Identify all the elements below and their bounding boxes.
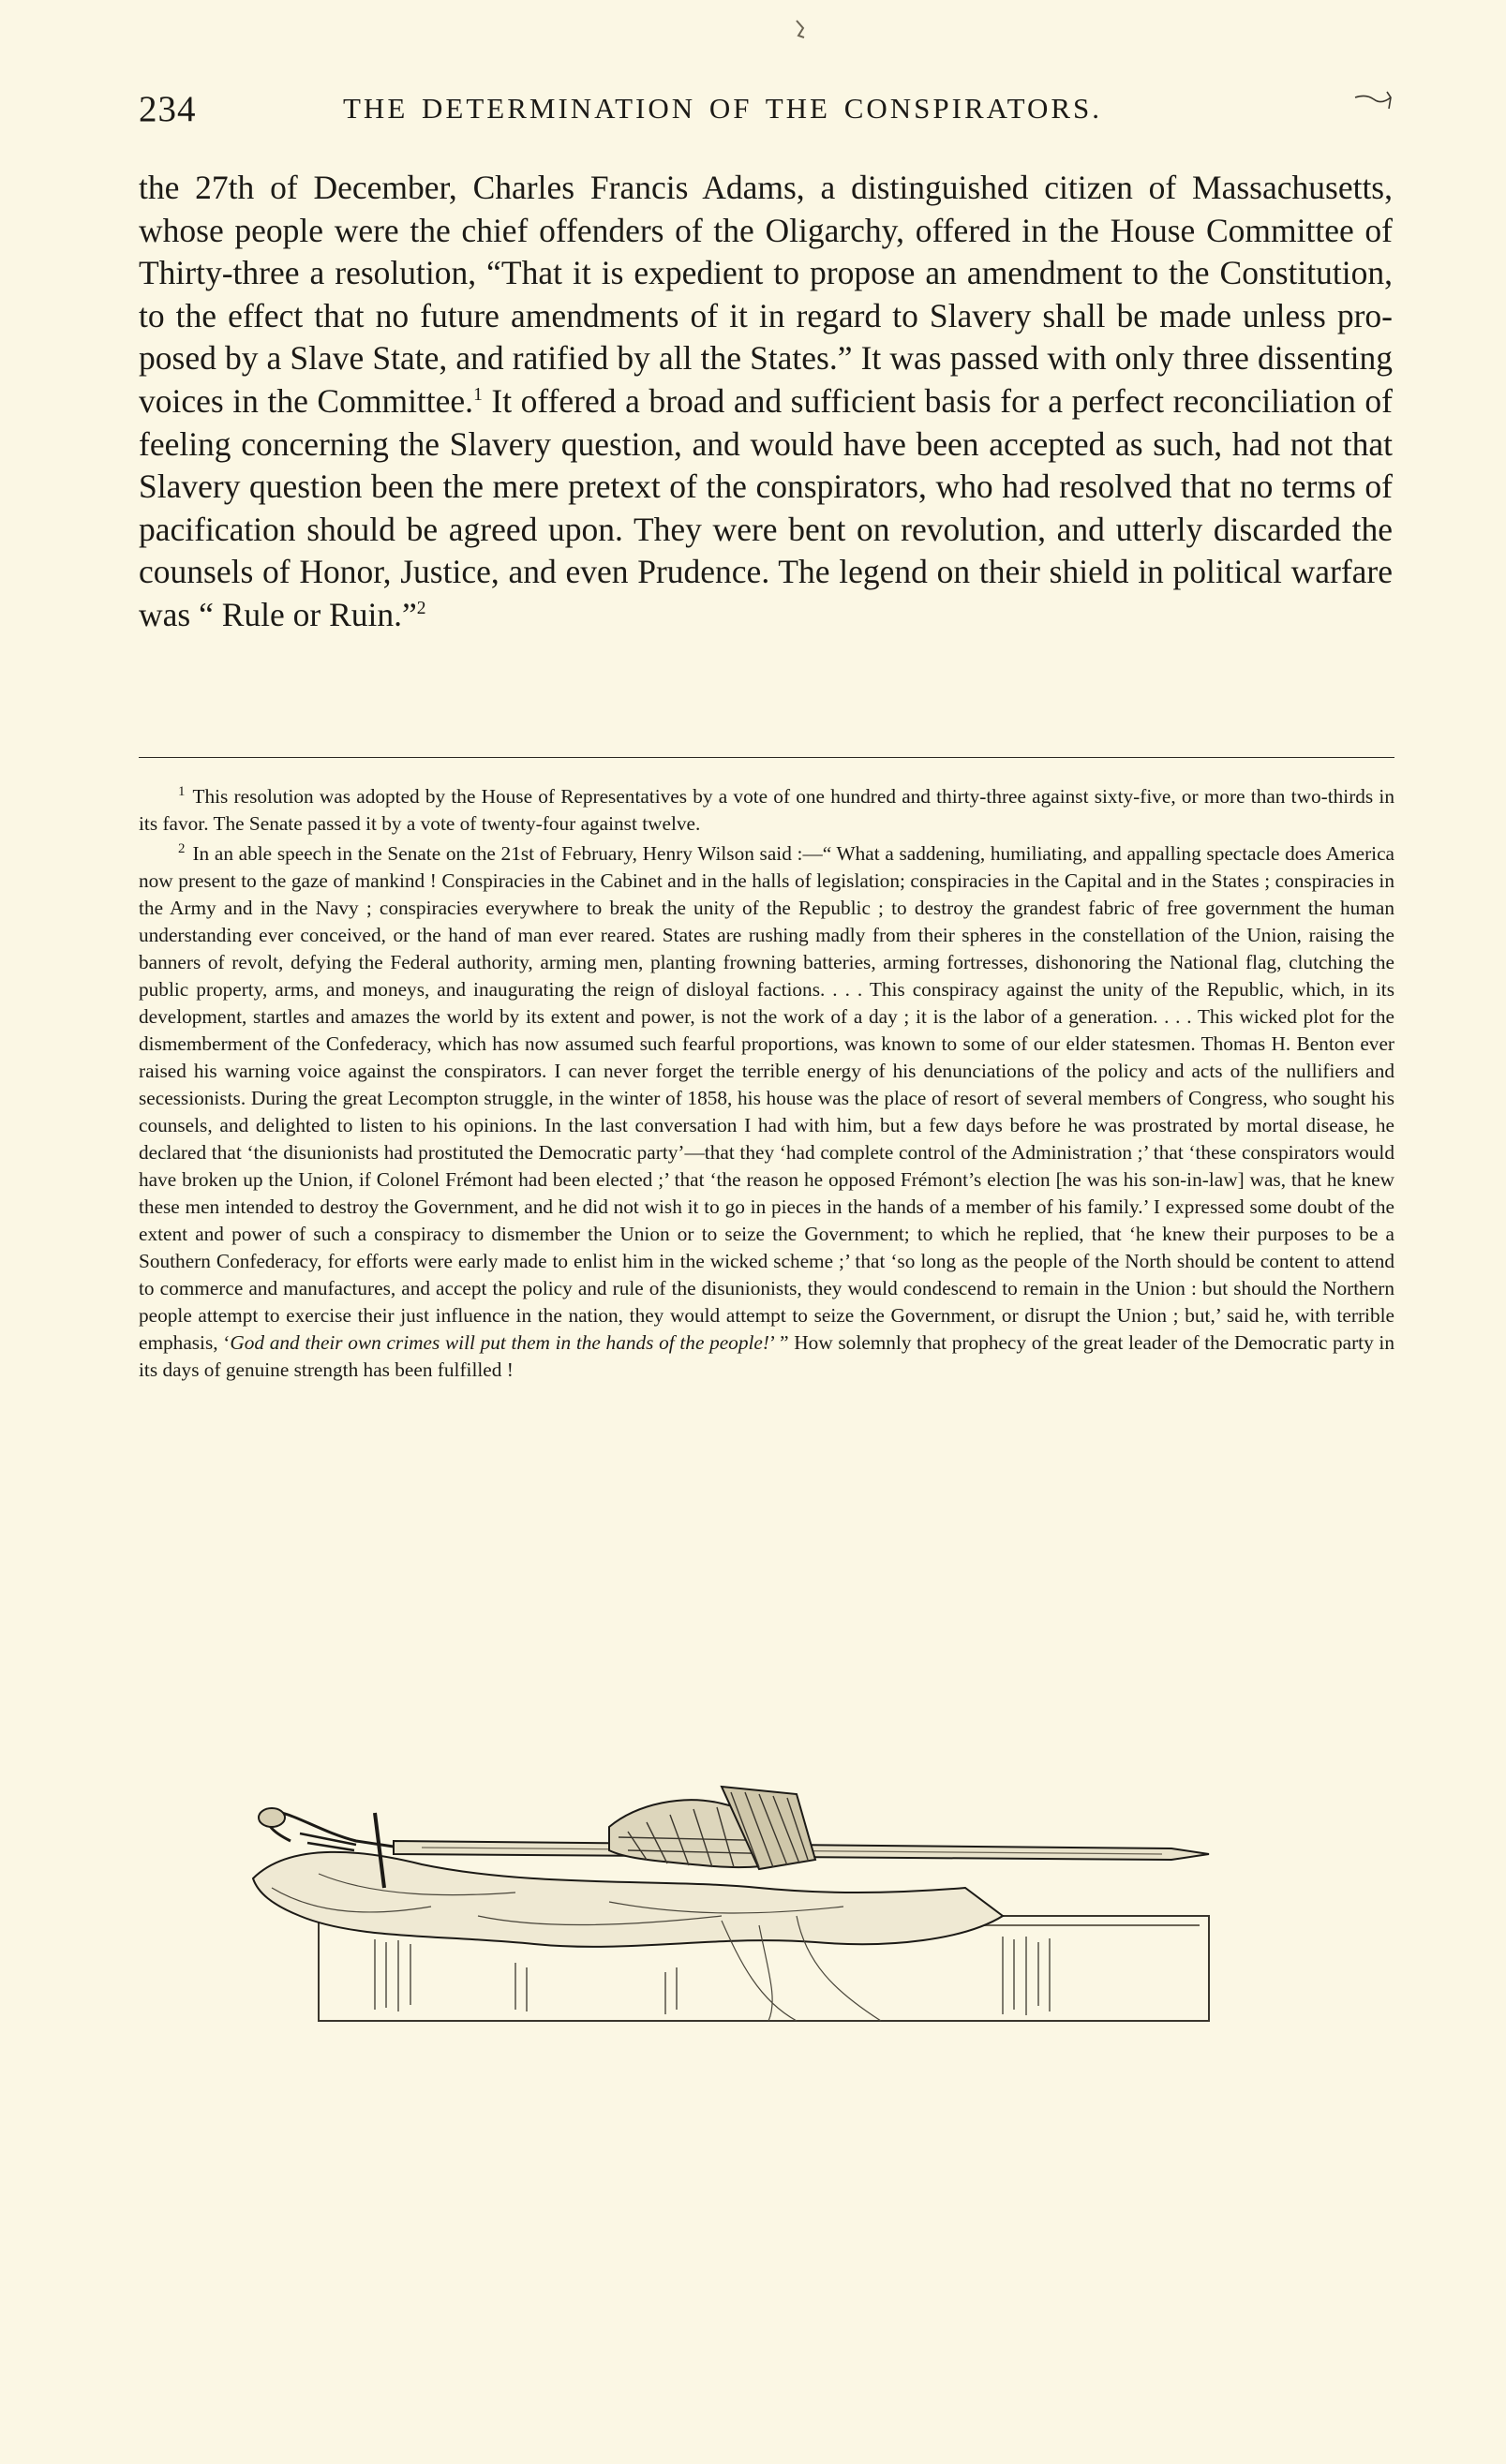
footnote-ref-1[interactable]: 1 [473,385,483,406]
footnote-text-2-end: ’ ” How solemnly that prophecy of the great leader of the Democratic party in its days of genuine strength has been fulfilled ! [139,1331,1394,1381]
footnote-text-2: In an able speech in the Senate on the 21st of February, Henry Wilson said :—“ What a saddening, humiliating, and appalling spectacle does America now present to the gaze of mankind ! Conspiracies in the Cabinet and in the halls of legislation; conspiracies in the Capital and in the States ; conspiracies in the Army and in the Navy ; conspiracies everywhere to break the unity of the Republic ; to destroy the grandest fabric of free government the human understanding ever conceived, or the hand of man ever reared. States are rushing madly from their spheres in the constellation of the Union, raising the banners of revolt, defying the Federal authority, arming men, planting frowning batteries, arming fortresses, dishonoring the National flag, clutching the public property, arms, and moneys, and inaugurating the reign of disloyal factions. . . . This conspiracy against the unity of the Republic, which, in its development, startles and amazes the world by its extent and power, is not the work of a day ; it is the labor of a generation. . . . This wicked plot for the dismemberment of the Confederacy, which has now assumed such fearful proportions, was known to some of our elder statesmen. Thomas H. Benton ever raised his warning voice against the conspirators. I can never forget the terrible energy of his denunciations of the policy and acts of the nullifiers and secessionists. During the great Lecompton struggle, in the winter of 1858, his house was the place of resort of several members of Congress, who sought his counsels, and delighted to listen to his opinions. In the last conversation I had with him, but a few days before he was prostrated by mortal disease, he declared that ‘the disunionists had prostituted the Democratic party’—that they ‘had complete control of the Administration ;’ that ‘these conspirators would have broken up the Union, if Colonel Frémont had been elected ;’ that ‘the reason he opposed Frémont’s election [he was his son-in-law] was, that he knew these men intended to destroy the Government, and he did not wish it to go in pieces in the hands of a member of his family.’ I expressed some doubt of the extent and power of such a conspiracy to dismember the Union or to seize the Government; to which he replied, that ‘he knew their purposes to be a Southern Confederacy, for efforts were early made to enlist him in the wicked scheme ;’ that ‘so long as the people of the North should be content to attend to commerce and manufactures, and accept the policy and rule of the disunionists, they would condescend to remain in the Union : but should the Northern people attempt to exercise their just influence in the nation, they would attempt to seize the Government, or disrupt the Union ; but,’ said he, with terrible emphasis, ‘ [139,842,1394,1354]
footnote-1 [139,783,1394,838]
sword-and-gauntlet-on-drapery-icon [234,1775,1275,2028]
corner-flourish-icon [1353,88,1394,116]
footnote-2 [139,840,1394,1384]
footnotes [139,783,1394,1387]
footnote-ref-2[interactable]: 2 [416,599,426,619]
footnote-marker-2: 2 [178,840,186,856]
page-number: 234 [139,89,197,129]
body-paragraph [139,167,1393,637]
footnote-text-1: This resolution was adopted by the House of Representatives by a vote of one hundred and thirty-three against sixty-five, or more than two-thirds in its favor. The Senate passed it by a vote of twenty-four against twelve. [139,785,1394,835]
page-header [139,88,1394,144]
footnote-marker-1: 1 [178,783,186,799]
running-head: THE DETERMINATION OF THE CONSPIRATORS. [343,92,1103,125]
body-text-part-1: the 27th of December, Charles Francis Adams, a distinguished citizen of Massachusetts, whose people were the chief offenders of the Oligarchy, offered in the House Committee of Thirty-three a resolution, “That it is expedient to propose an amendment to the Constitution, to the effect that no future amendments of it in regard to Slavery shall be made unless proposed by a Slave State, and ratified by all the States.” It was passed with only three dissenting voices in the Committee. [139,169,1393,420]
footnote-divider [139,757,1394,758]
footnote-emphasis: God and their own crimes will put them in the hands of the people! [230,1331,769,1354]
body-text-part-2: It offered a broad and sufficient basis for a perfect reconciliation of feeling concerning the Slavery question, and would have been accepted as such, had not that Slavery question been the mere pretext of the conspirators, who had resolved that no terms of pacification should be agreed upon. They were bent on revolution, and utterly discarded the counsels of Honor, Justice, and even Prudence. The legend on their shield in political warfare was “ Rule or Ruin.” [139,381,1393,633]
printer-mark-icon [795,19,806,39]
